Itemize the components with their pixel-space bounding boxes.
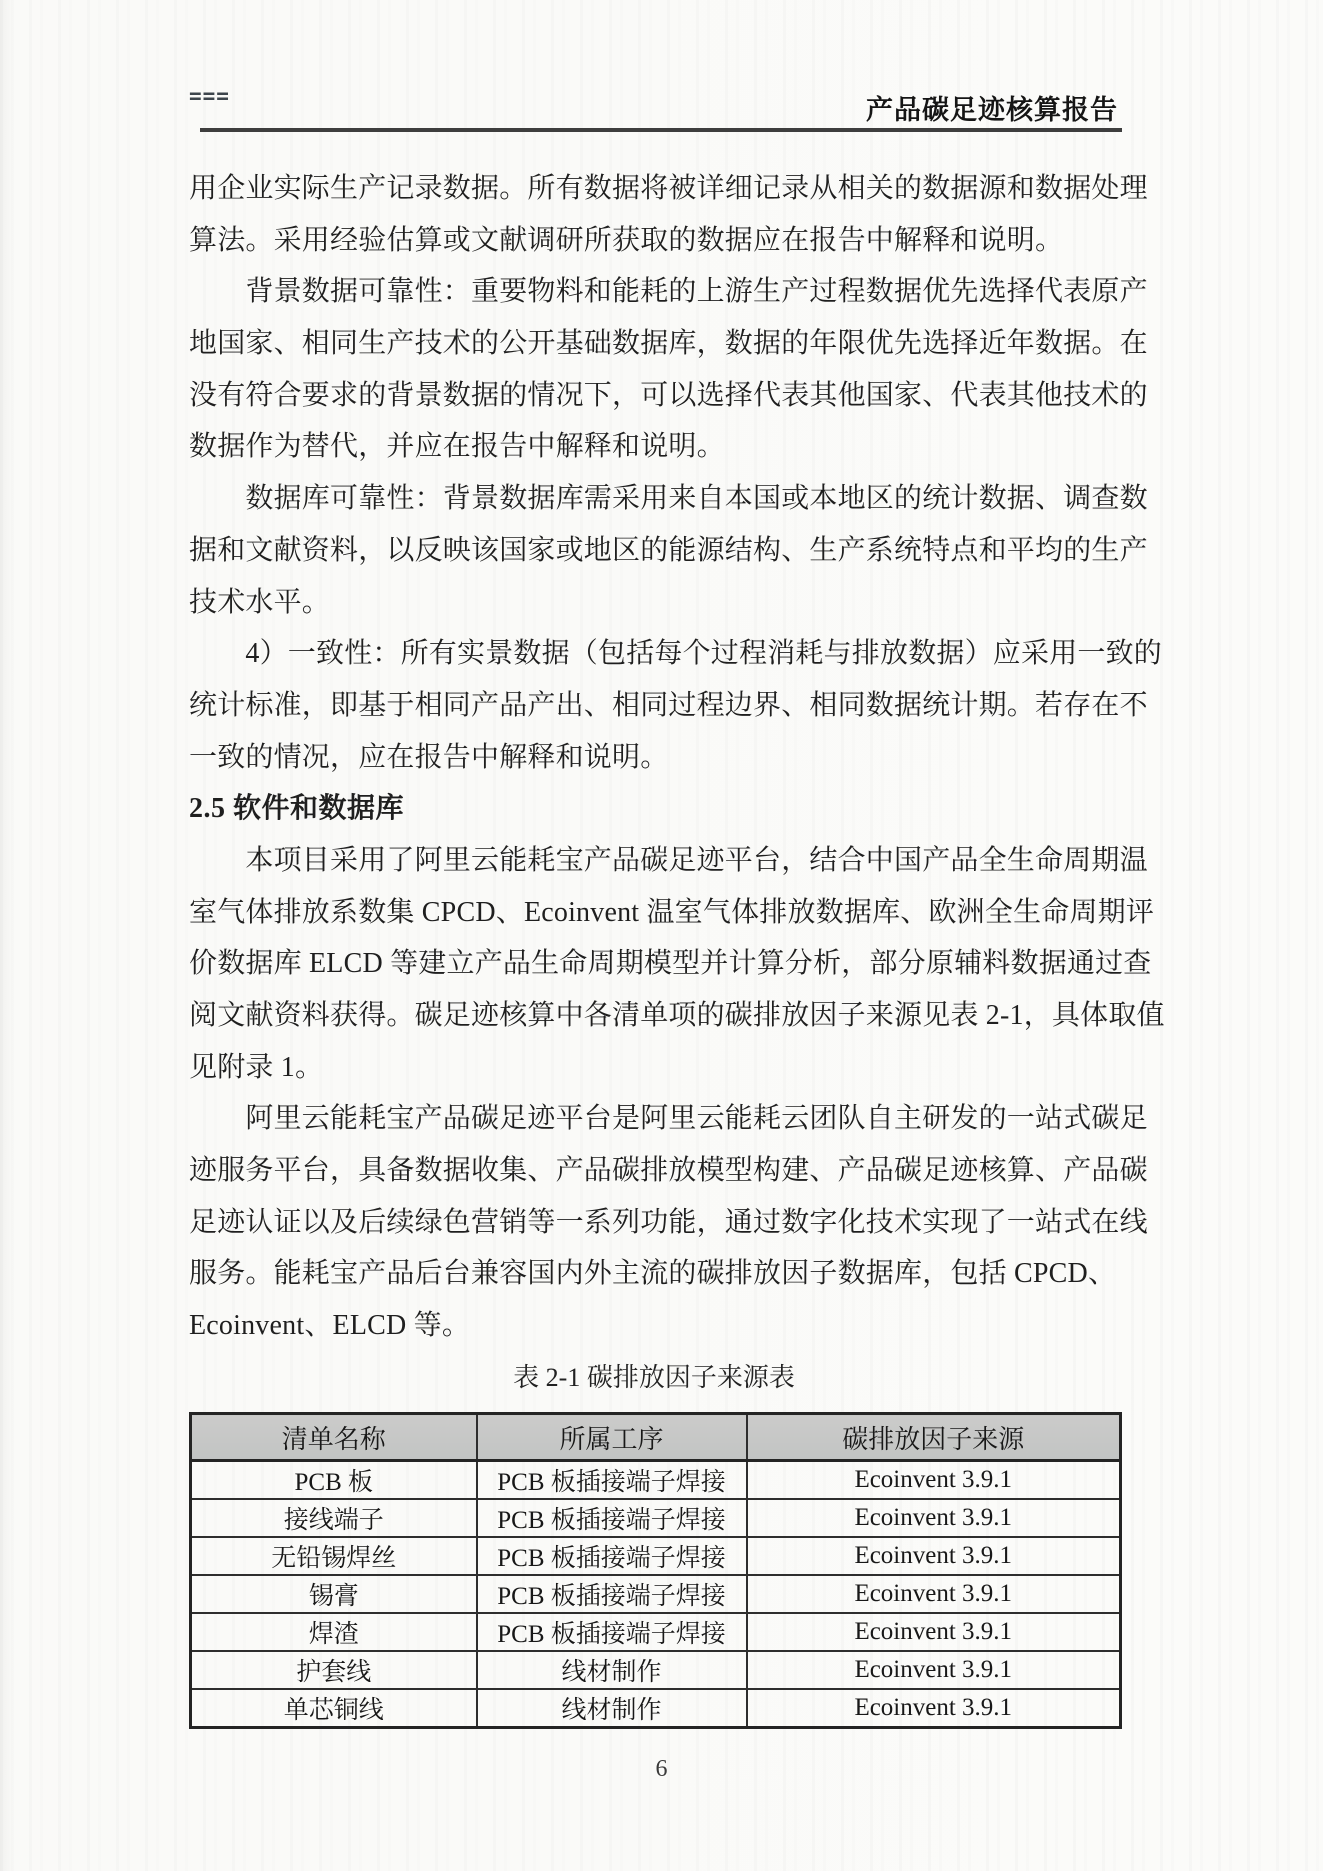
table-cell: 线材制作 [477,1689,747,1728]
table-cell: 单芯铜线 [191,1689,477,1728]
body-line: 据和文献资料，以反映该国家或地区的能源结构、生产系统特点和平均的生产 [189,534,1148,566]
body-line: 数据库可靠性：背景数据库需采用来自本国或本地区的统计数据、调查数 [189,483,1148,515]
table-cell: PCB 板插接端子焊接 [477,1461,747,1500]
body-line: 数据作为替代，并应在报告中解释和说明。 [189,431,725,463]
table-cell: Ecoinvent 3.9.1 [747,1613,1121,1651]
table-header-cell: 所属工序 [477,1414,747,1461]
body-line: 本项目采用了阿里云能耗宝产品碳足迹平台，结合中国产品全生命周期温 [189,844,1148,876]
body-line: 地国家、相同生产技术的公开基础数据库，数据的年限优先选择近年数据。在 [189,328,1148,360]
table-header-row [191,1414,1121,1461]
body-line: 阿里云能耗宝产品碳足迹平台是阿里云能耗云团队自主研发的一站式碳足 [189,1103,1148,1135]
table-cell: PCB 板插接端子焊接 [477,1613,747,1651]
table-cell: Ecoinvent 3.9.1 [747,1499,1121,1537]
body-line: 阅文献资料获得。碳足迹核算中各清单项的碳排放因子来源见表 2-1，具体取值 [189,1000,1165,1031]
header-rule [200,128,1122,132]
table-cell: PCB 板插接端子焊接 [477,1537,747,1575]
body-line: 足迹认证以及后续绿色营销等一系列功能，通过数字化技术实现了一站式在线 [189,1206,1148,1238]
page-header-title: 产品碳足迹核算报告 [866,95,1118,125]
table-header-cell: 清单名称 [191,1414,477,1461]
body-line: 见附录 1。 [189,1051,324,1083]
table-cell: 焊渣 [191,1613,477,1651]
table-cell: PCB 板插接端子焊接 [477,1499,747,1537]
body-line: 背景数据可靠性：重要物料和能耗的上游生产过程数据优先选择代表原产 [189,276,1148,308]
table-cell: 锡膏 [191,1575,477,1613]
table-cell: 无铅锡焊丝 [191,1537,477,1575]
body-line: 迹服务平台，具备数据收集、产品碳排放模型构建、产品碳足迹核算、产品碳 [189,1155,1148,1187]
section-heading: 2.5 软件和数据库 [189,793,405,825]
table-cell: Ecoinvent 3.9.1 [747,1461,1121,1500]
body-line: 算法。采用经验估算或文献调研所获取的数据应在报告中解释和说明。 [189,224,1064,256]
table-cell: PCB 板插接端子焊接 [477,1575,747,1613]
page-number: 6 [655,1756,668,1782]
header-logo-mark: === [189,84,230,108]
table-row [191,1613,1121,1651]
emission-factor-table [189,1412,1122,1729]
table-row [191,1689,1121,1728]
body-line: 服务。能耗宝产品后台兼容国内外主流的碳排放因子数据库，包括 CPCD、 [189,1258,1117,1290]
table-cell: Ecoinvent 3.9.1 [747,1651,1121,1689]
body-line: 没有符合要求的背景数据的情况下，可以选择代表其他国家、代表其他技术的 [189,379,1148,411]
body-line: 一致的情况，应在报告中解释和说明。 [189,741,669,773]
table-cell: Ecoinvent 3.9.1 [747,1537,1121,1575]
table-row [191,1461,1121,1500]
body-line: 室气体排放系数集 CPCD、Ecoinvent 温室气体排放数据库、欧洲全生命周期评 [189,896,1155,928]
table-caption: 表 2-1 碳排放因子来源表 [513,1363,795,1392]
body-line: 价数据库 ELCD 等建立产品生命周期模型并计算分析，部分原辅料数据通过查 [189,948,1152,980]
table-row [191,1575,1121,1613]
table-cell: 护套线 [191,1651,477,1689]
table-row [191,1537,1121,1575]
table-row [191,1499,1121,1537]
table-cell: Ecoinvent 3.9.1 [747,1575,1121,1613]
table-cell: Ecoinvent 3.9.1 [747,1689,1121,1728]
body-text [189,163,1165,1352]
body-line: 4）一致性：所有实景数据（包括每个过程消耗与排放数据）应采用一致的 [189,638,1163,670]
table-header-cell: 碳排放因子来源 [747,1414,1121,1461]
body-line: Ecoinvent、ELCD 等。 [189,1310,471,1342]
table-cell: PCB 板 [191,1461,477,1500]
table-cell: 接线端子 [191,1499,477,1537]
table-row [191,1651,1121,1689]
body-line: 用企业实际生产记录数据。所有数据将被详细记录从相关的数据源和数据处理 [189,173,1148,204]
body-line: 技术水平。 [189,586,331,618]
body-line: 统计标准，即基于相同产品产出、相同过程边界、相同数据统计期。若存在不 [189,689,1148,721]
table-cell: 线材制作 [477,1651,747,1689]
